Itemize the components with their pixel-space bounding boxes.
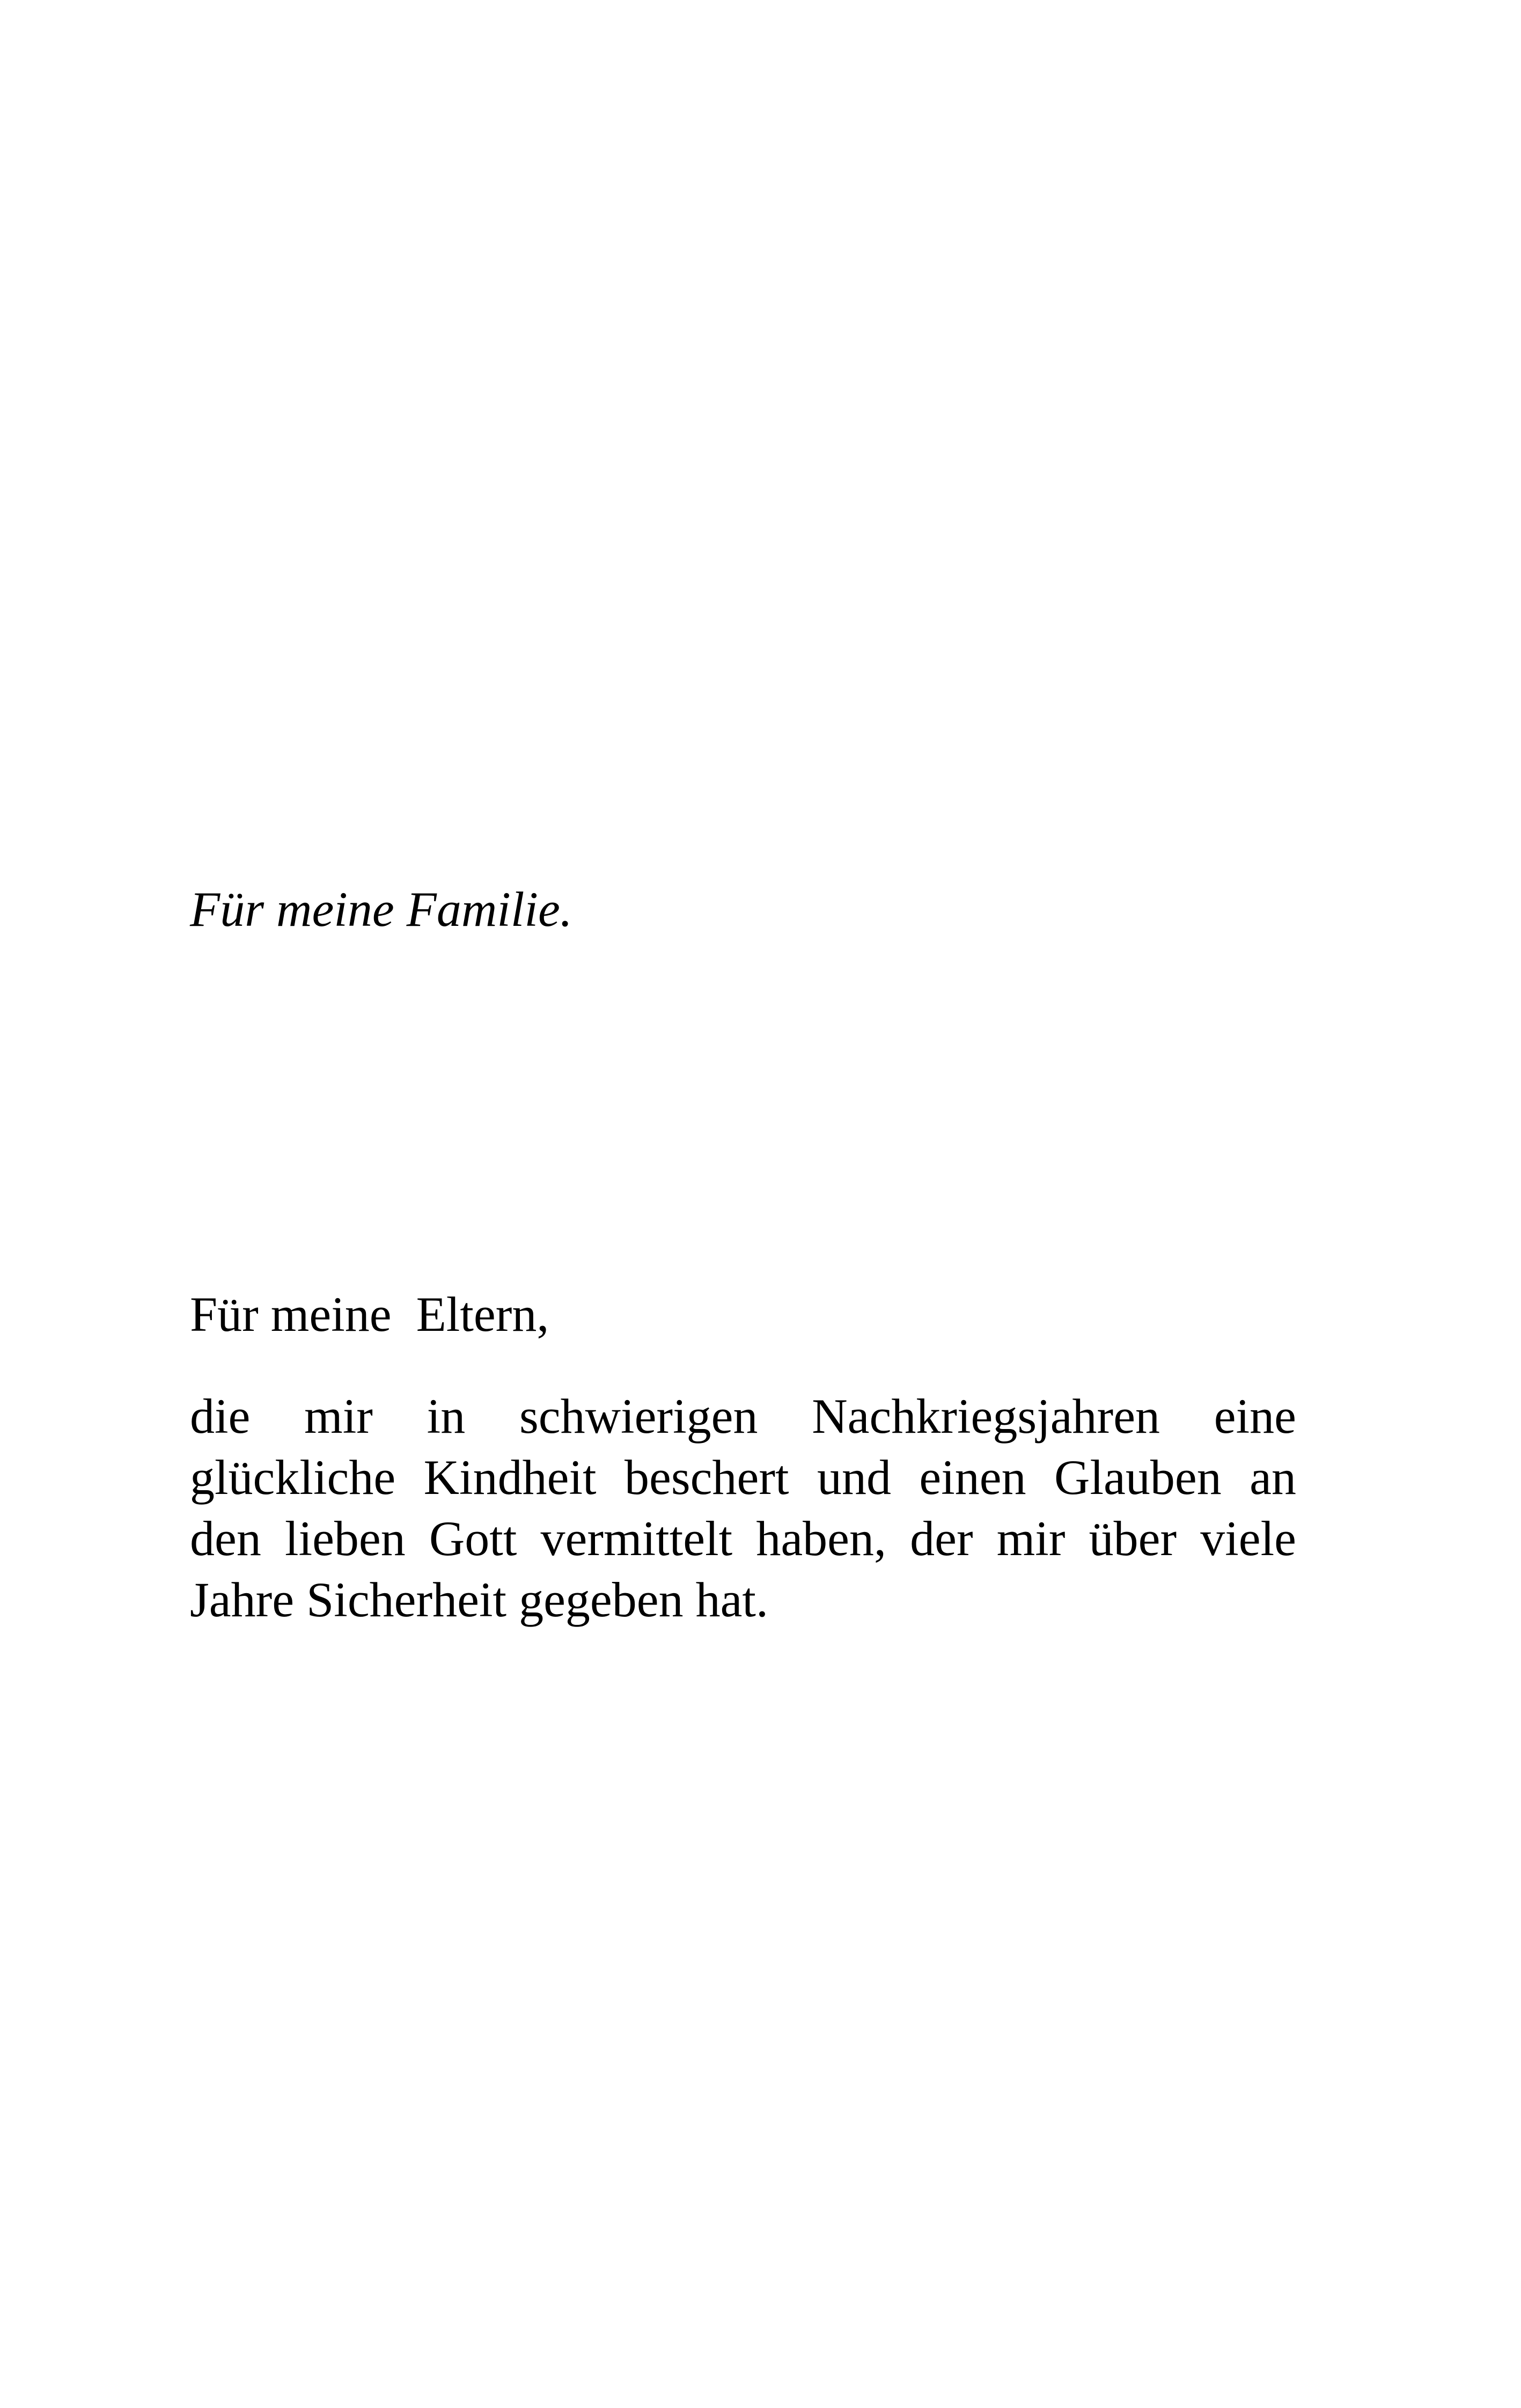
- dedication-line: Jahre Sicherheit gegeben hat.: [190, 1572, 768, 1627]
- dedication-line: den lieben Gott vermittelt haben, der mir über viele: [190, 1511, 1296, 1566]
- dedication-line: die mir in schwierigen Nachkriegsjahren eine: [190, 1389, 1296, 1444]
- dedication-parents-heading: Für meine Eltern,: [190, 1287, 549, 1342]
- dedication-parents-body: [190, 1386, 1296, 1630]
- dedication-line: glückliche Kindheit beschert und einen Glauben an: [190, 1450, 1296, 1505]
- dedication-family: Für meine Familie.: [190, 882, 572, 937]
